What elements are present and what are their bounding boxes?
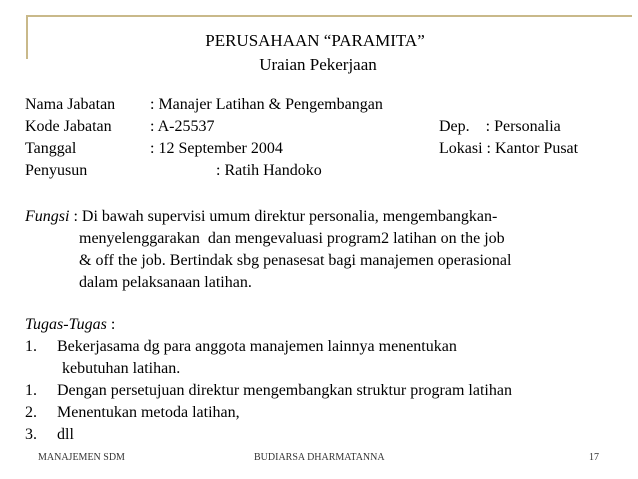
- list-item-continuation: [25, 358, 625, 380]
- list-item: [25, 402, 625, 424]
- accent-border-horizontal: [26, 15, 632, 17]
- footer-left: MANAJEMEN SDM: [38, 452, 125, 463]
- fungsi-line: [25, 206, 625, 228]
- page-title: [0, 30, 638, 76]
- company-title: PERUSAHAAN “PARAMITA”: [205, 31, 425, 50]
- document-subtitle: Uraian Pekerjaan: [259, 55, 377, 74]
- fungsi-label: Fungsi: [25, 208, 70, 225]
- info-label: Kode Jabatan: [25, 118, 112, 135]
- info-value: : 12 September 2004: [150, 140, 283, 157]
- job-info-block: [25, 94, 635, 182]
- list-text: dll: [57, 426, 74, 443]
- info-right-value: Dep. : Personalia: [439, 118, 561, 135]
- info-row-kode-jabatan: [25, 116, 635, 138]
- list-item: [25, 336, 625, 358]
- info-value: : Manajer Latihan & Pengembangan: [150, 96, 383, 113]
- fungsi-section: [25, 206, 625, 294]
- info-value: : A-25537: [150, 118, 215, 135]
- list-text: Dengan persetujuan direktur mengembangkan struktur program latihan: [57, 382, 512, 399]
- tugas-label: Tugas-Tugas: [25, 316, 107, 333]
- footer-center: BUDIARSA DHARMATANNA: [254, 452, 385, 463]
- list-text: kebutuhan latihan.: [62, 360, 181, 377]
- info-row-nama-jabatan: [25, 94, 635, 116]
- fungsi-text: : Di bawah supervisi umum direktur personalia, mengembangkan-: [69, 208, 498, 225]
- list-text: Menentukan metoda latihan,: [57, 404, 240, 421]
- info-label: Nama Jabatan: [25, 96, 116, 113]
- tugas-label-suffix: :: [106, 316, 116, 333]
- list-item: [25, 424, 625, 446]
- list-number: 1.: [25, 382, 37, 399]
- info-row-tanggal: [25, 138, 635, 160]
- list-item: [25, 380, 625, 402]
- list-number: 1.: [25, 338, 37, 355]
- fungsi-line: dalam pelaksanaan latihan.: [79, 274, 252, 291]
- fungsi-line: menyelenggarakan dan mengevaluasi program2 latihan on the job: [79, 230, 505, 247]
- fungsi-line: & off the job. Bertindak sbg penasesat bagi manajemen operasional: [79, 252, 512, 269]
- tugas-section: [25, 314, 625, 446]
- page-number: 17: [589, 452, 599, 463]
- info-label: Tanggal: [25, 140, 77, 157]
- list-number: 3.: [25, 426, 37, 443]
- list-text: Bekerjasama dg para anggota manajemen lainnya menentukan: [57, 338, 457, 355]
- info-value: : Ratih Handoko: [216, 162, 322, 179]
- list-number: 2.: [25, 404, 37, 421]
- info-right-value: Lokasi : Kantor Pusat: [439, 140, 579, 157]
- info-label: Penyusun: [25, 162, 88, 179]
- tugas-heading: [25, 314, 625, 336]
- info-row-penyusun: [25, 160, 635, 182]
